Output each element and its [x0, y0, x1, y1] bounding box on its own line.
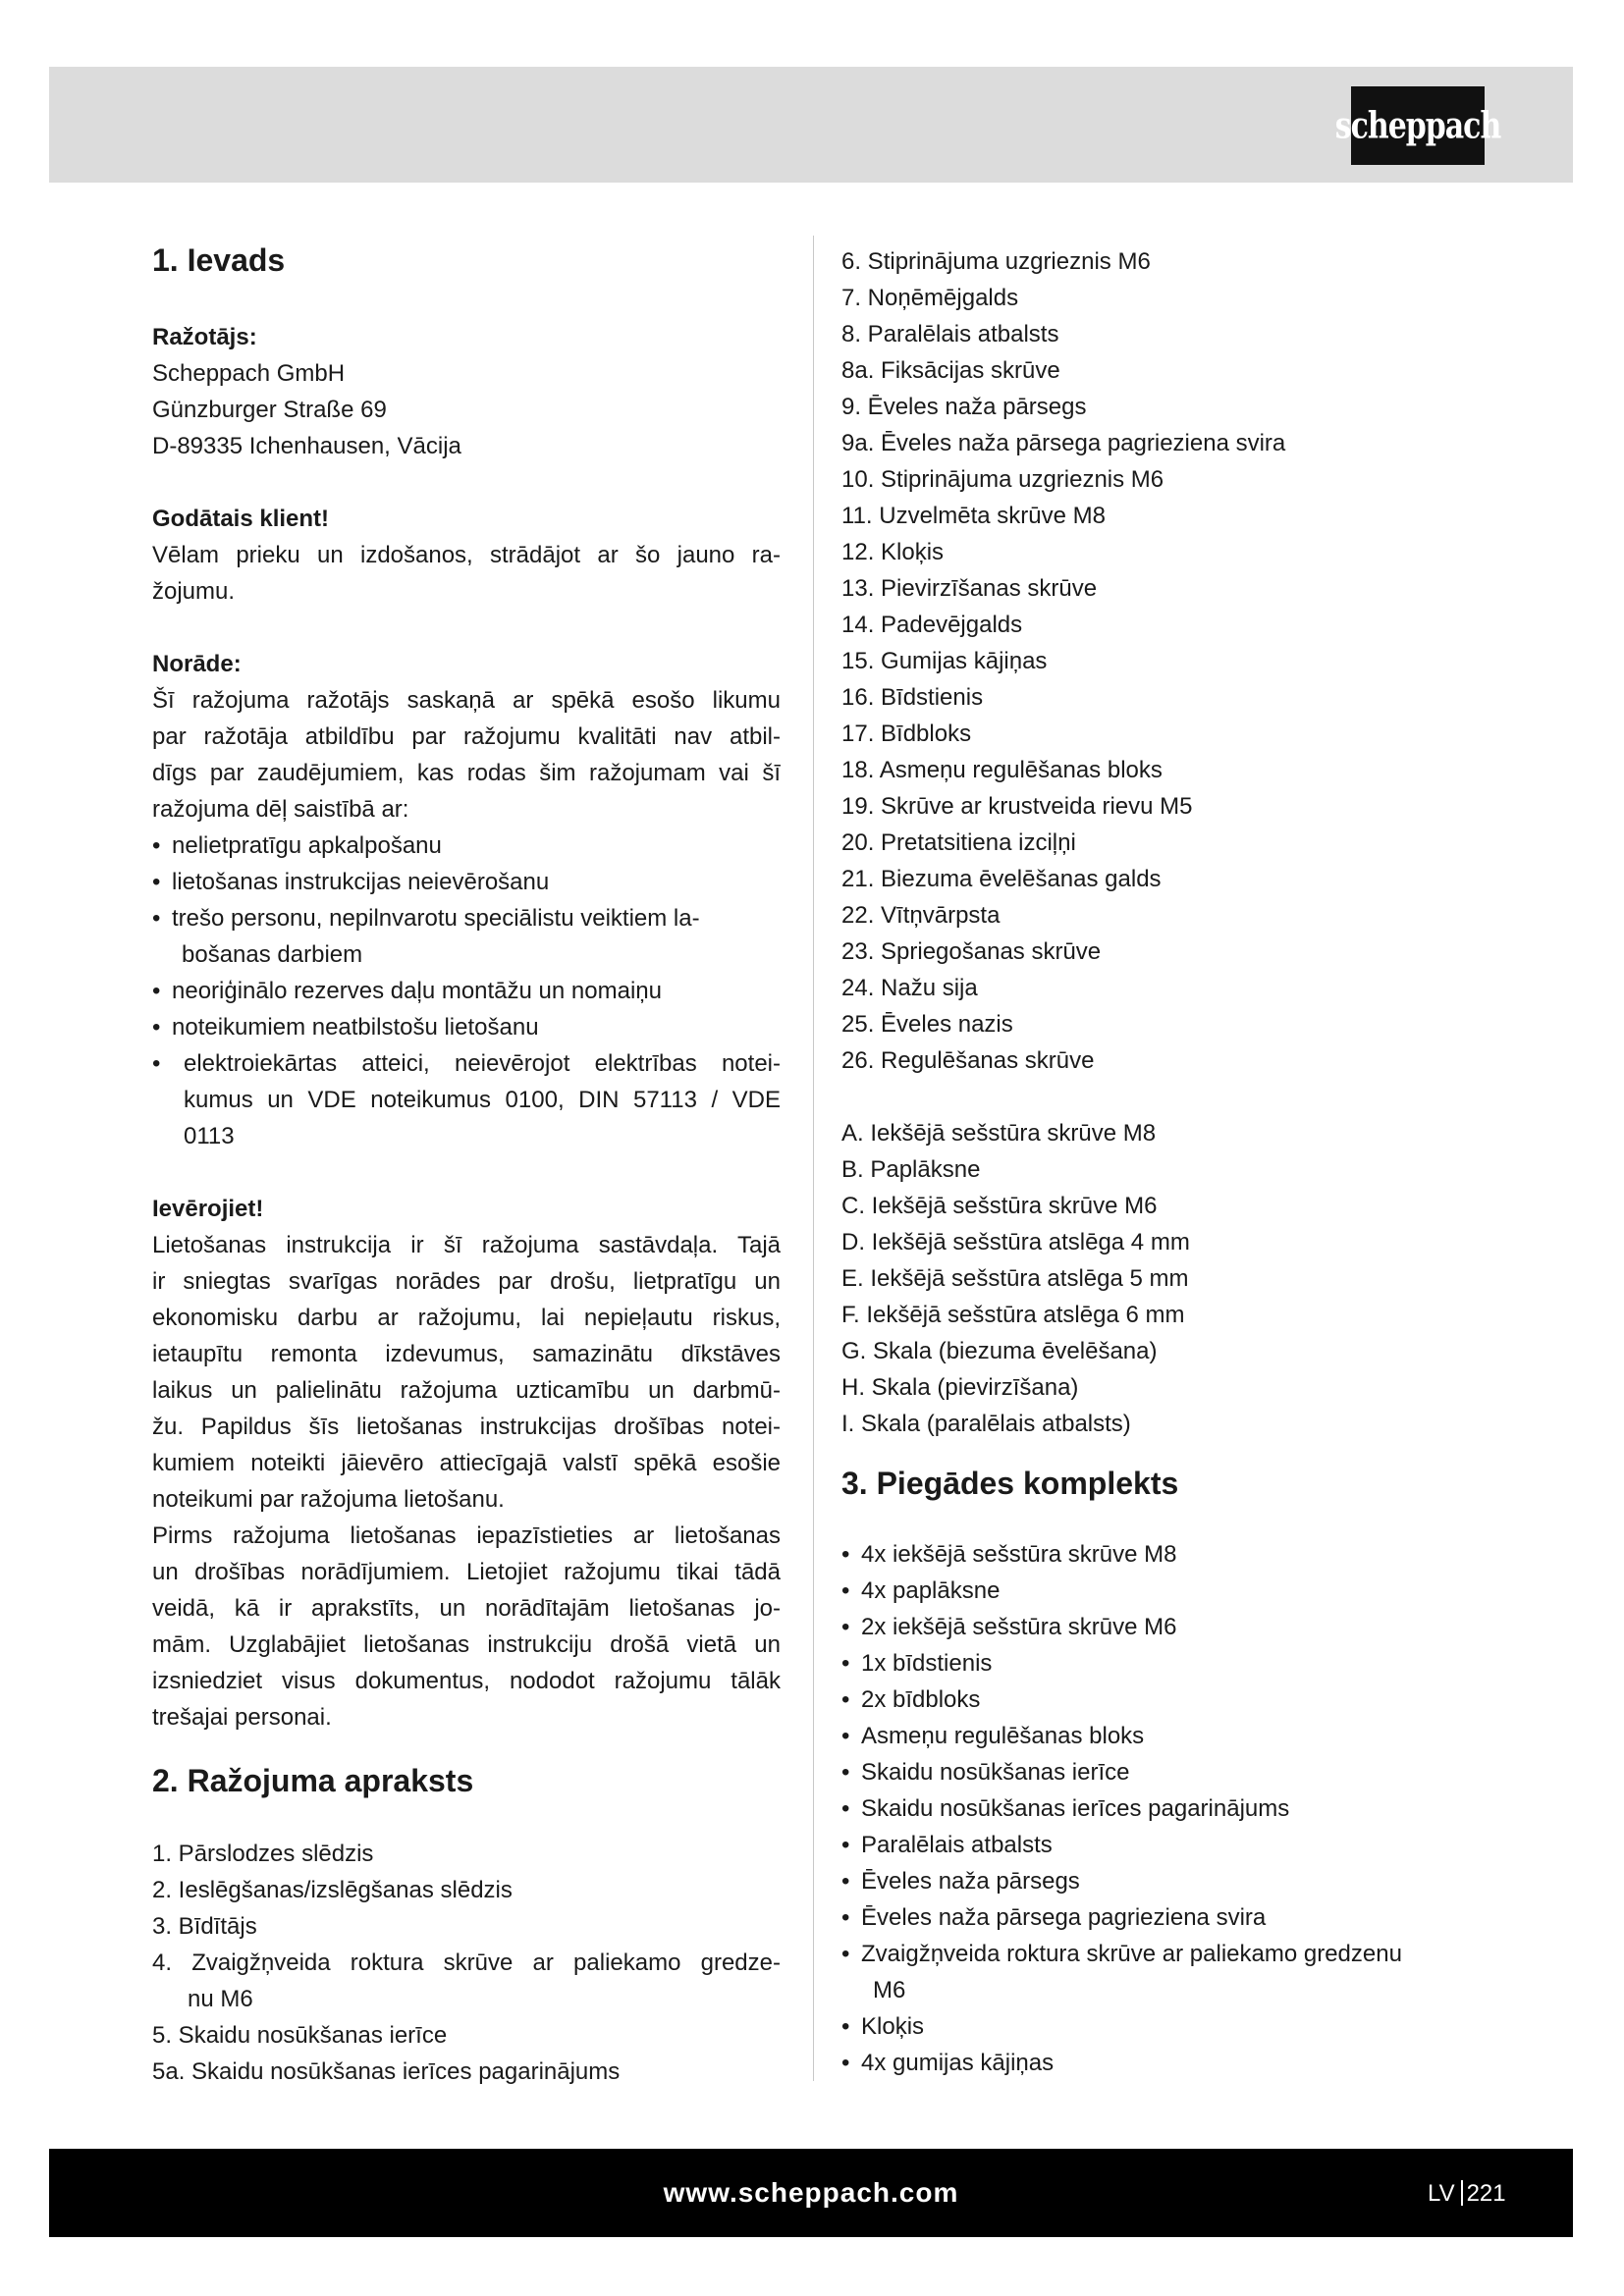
- dear-customer-line: Vēlam prieku un izdošanos, strādājot ar šo jauno ra-: [152, 542, 781, 568]
- part-item: 6. Stiprinājuma uzgrieznis M6: [841, 248, 1151, 275]
- part-item-cont: nu M6: [188, 1986, 253, 2012]
- part-item: 21. Biezuma ēvelēšanas galds: [841, 866, 1162, 892]
- observe-line: noteikumi par ražojuma lietošanu.: [152, 1486, 505, 1513]
- delivery-item: • Skaidu nosūkšanas ierīce: [841, 1759, 1130, 1786]
- part-item: 20. Pretatsitiena izciļņi: [841, 829, 1076, 856]
- observe-line: Lietošanas instrukcija ir šī ražojuma sastāvdaļa. Tajā: [152, 1232, 781, 1258]
- notice-line: dīgs par zaudējumiem, kas rodas šim ražojumam vai šī: [152, 760, 781, 786]
- part-item: 1. Pārslodzes slēdzis: [152, 1841, 374, 1867]
- observe-line: žu. Papildus šīs lietošanas instrukcijas drošības notei-: [152, 1414, 781, 1440]
- accessory-item: F. Iekšējā sešstūra atslēga 6 mm: [841, 1302, 1185, 1328]
- delivery-item: • Ēveles naža pārsegs: [841, 1868, 1080, 1895]
- observe-line: mām. Uzglabājiet lietošanas instrukciju drošā vietā un: [152, 1631, 781, 1658]
- column-divider: [813, 236, 814, 2081]
- observe-line: ietaupītu remonta izdevumus, samazinātu dīkstāves: [152, 1341, 781, 1367]
- part-item: 12. Kloķis: [841, 539, 945, 565]
- notice-line: par ražotāja atbildību par ražojumu kvalitāti nav atbil-: [152, 723, 781, 750]
- part-item: 5a. Skaidu nosūkšanas ierīces pagarinājums: [152, 2058, 621, 2085]
- part-item: 7. Noņēmējgalds: [841, 285, 1019, 311]
- right-column: [841, 243, 1480, 2081]
- part-item: 10. Stiprinājuma uzgrieznis M6: [841, 466, 1164, 493]
- accessory-item: C. Iekšējā sešstūra skrūve M6: [841, 1193, 1158, 1219]
- delivery-item: • 1x bīdstienis: [841, 1650, 993, 1677]
- notice-line: Šī ražojuma ražotājs saskaņā ar spēkā esošo likumu: [152, 687, 781, 714]
- part-item: 9a. Ēveles naža pārsega pagrieziena svira: [841, 430, 1286, 456]
- part-item: 5. Skaidu nosūkšanas ierīce: [152, 2022, 448, 2049]
- notice-bullet: • elektroiekārtas atteici, neievērojot elektrības notei-: [152, 1050, 781, 1077]
- part-item: 11. Uzvelmēta skrūve M8: [841, 503, 1106, 529]
- observe-line: izsniedziet visus dokumentus, nododot ražojumu tālāk: [152, 1668, 781, 1694]
- section-1-title: 1. Ievads: [152, 242, 286, 278]
- language-code: LV: [1428, 2180, 1455, 2207]
- notice-bullet-cont: 0113: [184, 1123, 235, 1149]
- manufacturer-label: Ražotājs:: [152, 324, 257, 350]
- accessory-item: E. Iekšējā sešstūra atslēga 5 mm: [841, 1265, 1189, 1292]
- scheppach-logo: [1334, 86, 1501, 165]
- observe-line: un drošības norādījumiem. Lietojiet ražojumu tikai tādā: [152, 1559, 781, 1585]
- section-2-title: 2. Ražojuma apraksts: [152, 1763, 474, 1798]
- delivery-item: • Zvaigžņveida roktura skrūve ar paliekamo gredzenu: [841, 1941, 1402, 1967]
- delivery-item: • Kloķis: [841, 2013, 925, 2040]
- delivery-item: • Paralēlais atbalsts: [841, 1832, 1053, 1858]
- notice-bullet-cont: kumus un VDE noteikumus 0100, DIN 57113 / VDE: [184, 1087, 781, 1113]
- notice-bullet: • noteikumiem neatbilstošu lietošanu: [152, 1014, 539, 1041]
- notice-line: ražojuma dēļ saistībā ar:: [152, 796, 409, 823]
- observe-line: ir sniegtas svarīgas norādes par drošu, lietpratīgu un: [152, 1268, 781, 1295]
- observe-line: ekonomisku darbu ar ražojumu, lai nepieļautu riskus,: [152, 1305, 781, 1331]
- delivery-item-cont: M6: [873, 1977, 906, 2003]
- manufacturer-line: Scheppach GmbH: [152, 360, 346, 387]
- observe-line: trešajai personai.: [152, 1704, 332, 1731]
- delivery-item: • 4x gumijas kājiņas: [841, 2050, 1055, 2076]
- part-item: 13. Pievirzīšanas skrūve: [841, 575, 1098, 602]
- notice-bullet-cont: bošanas darbiem: [182, 941, 363, 968]
- notice-label: Norāde:: [152, 651, 242, 677]
- part-item: 23. Spriegošanas skrūve: [841, 938, 1102, 965]
- notice-bullet: • lietošanas instrukcijas neievērošanu: [152, 869, 550, 895]
- part-item: 24. Nažu sija: [841, 975, 978, 1001]
- observe-line: laikus un palielinātu ražojuma uzticamību un darbmū-: [152, 1377, 781, 1404]
- page-num: 221: [1466, 2180, 1506, 2207]
- website-url: www.scheppach.com: [663, 2177, 959, 2208]
- observe-line: kumiem noteikti jāievēro attiecīgajā valstī spēkā esošie: [152, 1450, 781, 1476]
- part-item: 22. Vītņvārpsta: [841, 902, 1001, 929]
- footer-bar: [49, 2149, 1573, 2237]
- delivery-item: • 4x paplāksne: [841, 1577, 1001, 1604]
- logo-text: scheppach: [1334, 104, 1501, 147]
- accessory-item: G. Skala (biezuma ēvelēšana): [841, 1338, 1158, 1364]
- delivery-item: • Ēveles naža pārsega pagrieziena svira: [841, 1904, 1267, 1931]
- part-item: 17. Bīdbloks: [841, 721, 972, 747]
- accessory-item: D. Iekšējā sešstūra atslēga 4 mm: [841, 1229, 1190, 1255]
- observe-label: Ievērojiet!: [152, 1196, 264, 1222]
- separator: [1461, 2180, 1463, 2206]
- part-item: 15. Gumijas kājiņas: [841, 648, 1048, 674]
- notice-bullet: • trešo personu, nepilnvarotu speciālistu veiktiem la-: [152, 905, 700, 932]
- delivery-item: • 2x bīdbloks: [841, 1686, 981, 1713]
- delivery-item: • Asmeņu regulēšanas bloks: [841, 1723, 1145, 1749]
- notice-bullet: • neoriģinālo rezerves daļu montāžu un nomaiņu: [152, 978, 662, 1004]
- part-item: 26. Regulēšanas skrūve: [841, 1047, 1095, 1074]
- delivery-item: • 4x iekšējā sešstūra skrūve M8: [841, 1541, 1177, 1568]
- part-item: 25. Ēveles nazis: [841, 1011, 1013, 1038]
- part-item: 8. Paralēlais atbalsts: [841, 321, 1059, 347]
- part-item: 8a. Fiksācijas skrūve: [841, 357, 1060, 384]
- part-item: 16. Bīdstienis: [841, 684, 984, 711]
- part-item: 2. Ieslēgšanas/izslēgšanas slēdzis: [152, 1877, 513, 1903]
- delivery-item: • Skaidu nosūkšanas ierīces pagarinājums: [841, 1795, 1290, 1822]
- manufacturer-line: D-89335 Ichenhausen, Vācija: [152, 433, 461, 459]
- accessory-item: H. Skala (pievirzīšana): [841, 1374, 1079, 1401]
- observe-line: Pirms ražojuma lietošanas iepazīstieties ar lietošanas: [152, 1522, 781, 1549]
- part-item: 4. Zvaigžņveida roktura skrūve ar paliekamo gredze-: [152, 1949, 781, 1976]
- notice-bullet: • nelietpratīgu apkalpošanu: [152, 832, 442, 859]
- manufacturer-line: Günzburger Straße 69: [152, 397, 387, 423]
- accessory-item: B. Paplāksne: [841, 1156, 981, 1183]
- part-item: 18. Asmeņu regulēšanas bloks: [841, 757, 1163, 783]
- accessory-item: A. Iekšējā sešstūra skrūve M8: [841, 1120, 1157, 1147]
- left-column: [152, 240, 781, 2090]
- part-item: 3. Bīdītājs: [152, 1913, 257, 1940]
- part-item: 9. Ēveles naža pārsegs: [841, 394, 1087, 420]
- part-item: 14. Padevējgalds: [841, 612, 1023, 638]
- dear-customer-label: Godātais klient!: [152, 506, 330, 532]
- part-item: 19. Skrūve ar krustveida rievu M5: [841, 793, 1193, 820]
- page-number: [1428, 2178, 1506, 2210]
- delivery-item: • 2x iekšējā sešstūra skrūve M6: [841, 1614, 1177, 1640]
- observe-line: veidā, kā ir aprakstīts, un norādītajām lietošanas jo-: [152, 1595, 781, 1622]
- dear-customer-line: žojumu.: [152, 578, 236, 605]
- accessory-item: I. Skala (paralēlais atbalsts): [841, 1411, 1131, 1437]
- section-3-title: 3. Piegādes komplekts: [841, 1466, 1179, 1501]
